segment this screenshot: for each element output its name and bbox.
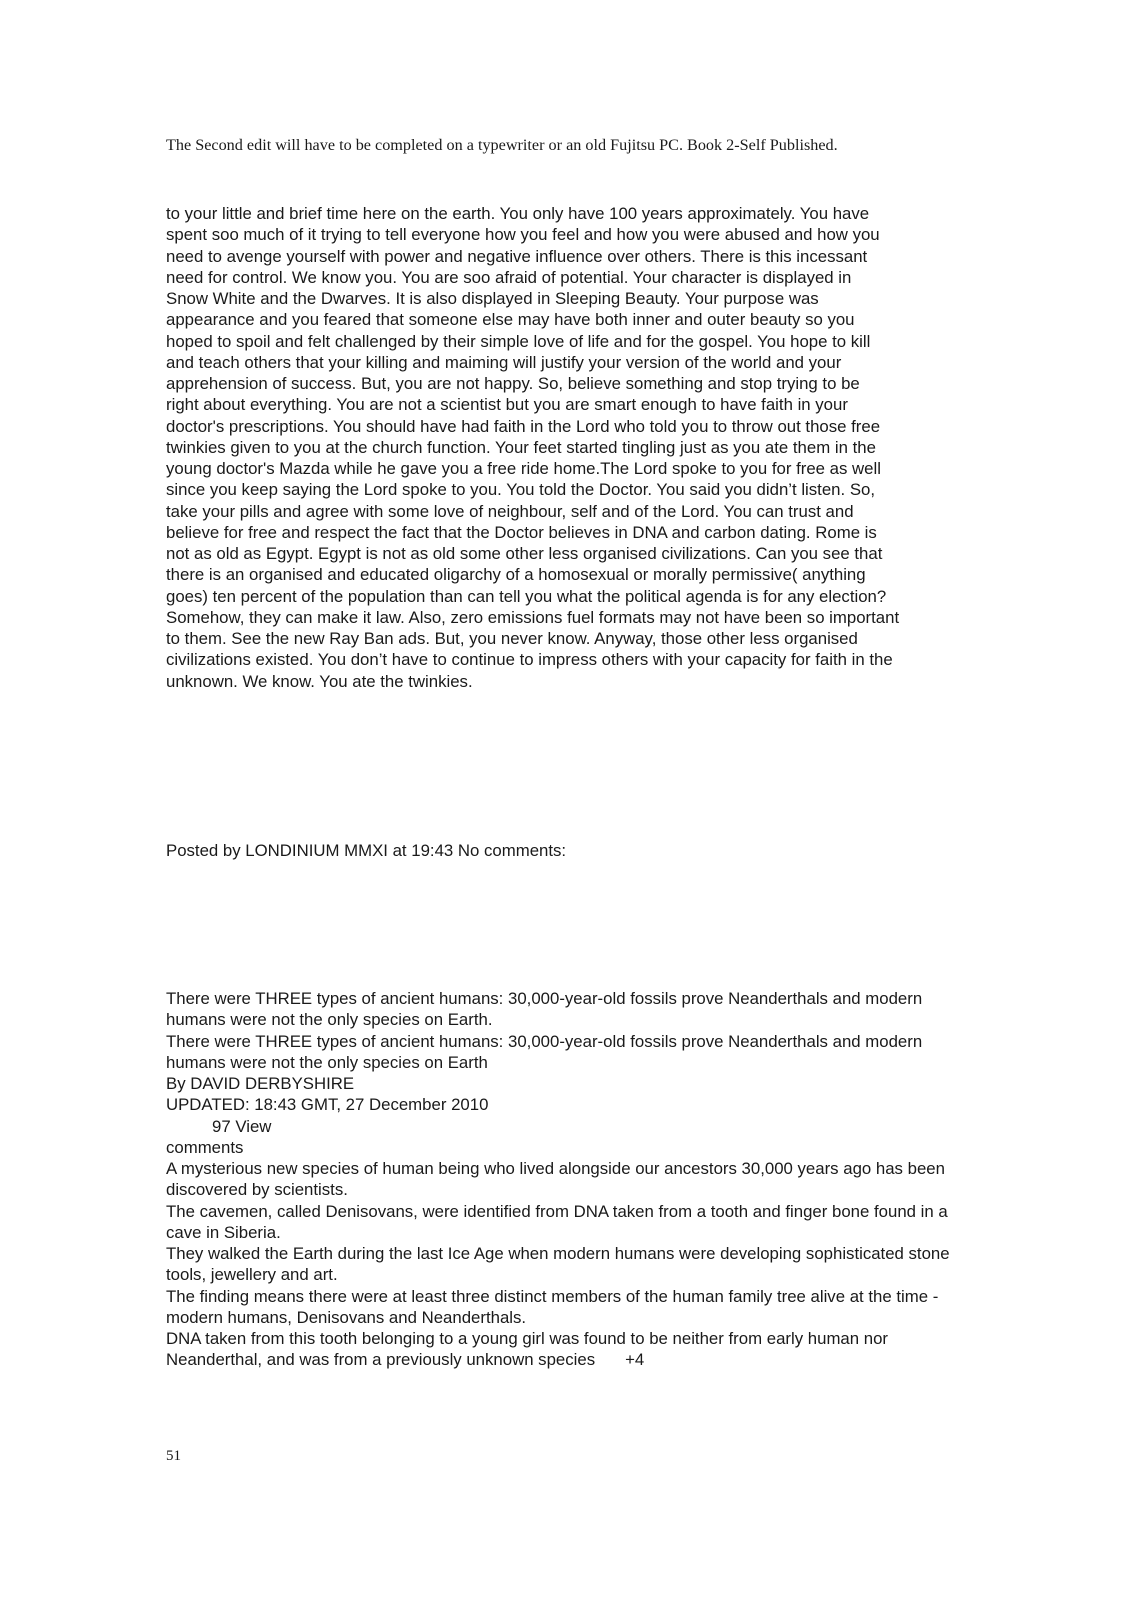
- article-paragraph-5-text: DNA taken from this tooth belonging to a young girl was found to be neither from early human nor Neanderthal, and was from a previously unknown species: [166, 1329, 889, 1370]
- article-paragraph-1: A mysterious new species of human being who lived alongside our ancestors 30,000 years ago has been discovered by scientists.: [166, 1159, 945, 1200]
- article-byline: By DAVID DERBYSHIRE: [166, 1074, 355, 1093]
- article-paragraph-2: The cavemen, called Denisovans, were identified from DNA taken from a tooth and finger bone found in a cave in Siberia.: [166, 1201, 948, 1242]
- article-headline: There were THREE types of ancient humans: 30,000-year-old fossils prove Neanderthals and modern humans were not the only species on Earth.: [166, 989, 923, 1030]
- article-paragraph-3: They walked the Earth during the last Ice Age when modern humans were developing sophisticated stone tools, jewellery and art.: [166, 1244, 950, 1285]
- image-count-badge: +4: [625, 1350, 645, 1370]
- article-view-count: 97 View: [212, 1116, 272, 1136]
- article-headline-repeat: There were THREE types of ancient humans: 30,000-year-old fossils prove Neanderthals and modern humans were not the only species on Earth: [166, 1031, 923, 1072]
- main-paragraph: to your little and brief time here on the earth. You only have 100 years approximately. You have spent soo much of it trying to tell everyone how you feel and how you were abused and how you need to avenge yourself with power and negative influence over others. There is this incessant need for control. We know you. You are soo afraid of potential. Your character is displayed in Snow White and the Dwarves. It is also displayed in Sleeping Beauty. Your purpose was appearance and you feared that someone else may have both inner and outer beauty so you hoped to spoil and felt challenged by their simple love of life and for the gospel. You hope to kill and teach others that your killing and maiming will justify your version of the world and your apprehension of success. But, you are not happy. So, believe something and stop trying to be right about everything. You are not a scientist but you are smart enough to have faith in your doctor's prescriptions. You should have had faith in the Lord who told you to throw out those free twinkies given to you at the church function. Your feet started tingling just as you ate them in the young doctor's Mazda while he gave you a free ride home.The Lord spoke to you for free as well since you keep saying the Lord spoke to you. You told the Doctor. You said you didn’t listen. So, take your pills and agree with some love of neighbour, self and of the Lord. You can trust and believe for free and respect the fact that the Doctor believes in DNA and carbon dating. Rome is not as old as Egypt. Egypt is not as old some other less organised civilizations. Can you see that there is an organised and educated oligarchy of a homosexual or morally permissive( anything goes) ten percent of the population than can tell you what the political agenda is for any election? Somehow, they can make it law. Also, zero emissions fuel formats may not have been so important to them. See the new Ray Ban ads. But, you never know. Anyway, those other less organised civilizations existed. You don’t have to continue to impress others with your capacity for faith in the unknown. We know. You ate the twinkies.: [166, 204, 900, 691]
- page-header: The Second edit will have to be completed on a typewriter or an old Fujitsu PC. Book 2-Self Published.: [166, 136, 838, 154]
- article-updated: UPDATED: 18:43 GMT, 27 December 2010: [166, 1095, 489, 1115]
- article-paragraph-4: The finding means there were at least three distinct members of the human family tree alive at the time - modern humans, Denisovans and Neanderthals.: [166, 1286, 939, 1327]
- page-number: 51: [166, 1448, 181, 1464]
- article-comments-label: comments: [166, 1137, 244, 1157]
- article-block: [166, 988, 976, 1371]
- post-footer: Posted by LONDINIUM MMXI at 19:43 No comments:: [166, 841, 567, 860]
- article-paragraph-5: [166, 1328, 976, 1371]
